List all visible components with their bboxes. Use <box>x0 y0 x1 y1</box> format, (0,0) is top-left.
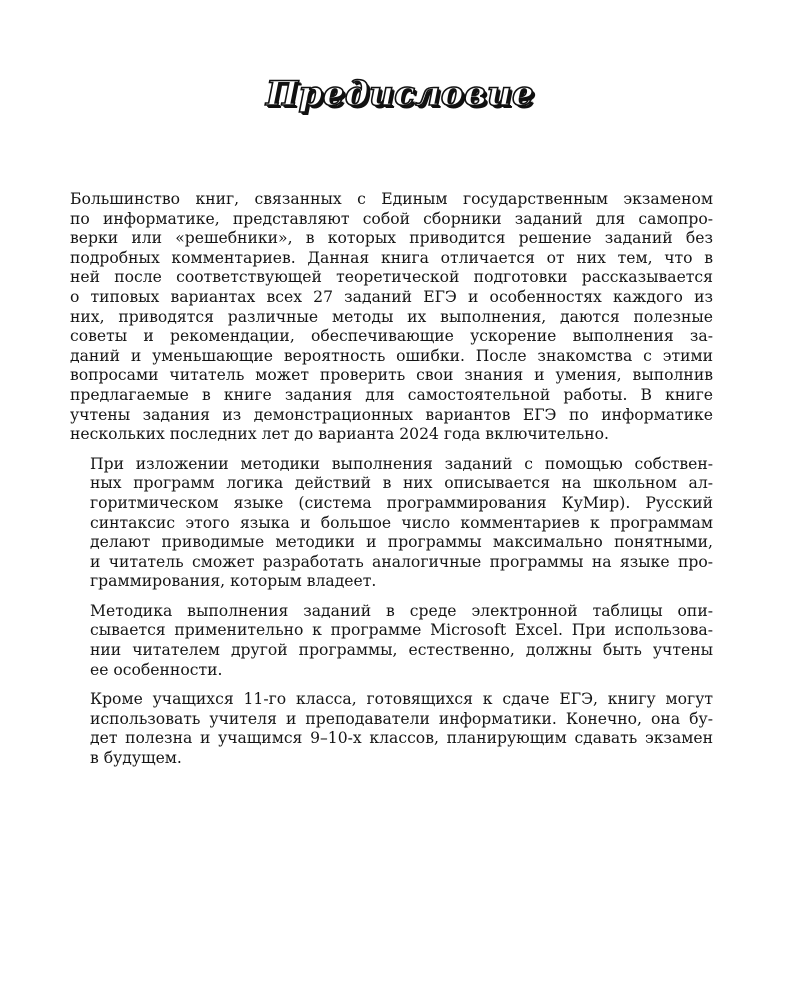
text-line: нескольких последних лет до варианта 2024 года включительно. <box>70 425 610 444</box>
text-line: вопросами читатель может проверить свои знания и умения, выполнив <box>70 366 713 385</box>
text-line: нии читателем другой программы, естественно, должны быть учтены <box>90 641 713 660</box>
text-line: Кроме учащихся 11-го класса, готовящихся к сдаче ЕГЭ, книгу могут <box>90 690 713 709</box>
text-line: Большинство книг, связанных с Единым государственным экзаменом <box>70 190 713 208</box>
text-line: учтены задания из демонстрационных вариантов ЕГЭ по информатике <box>70 405 713 424</box>
paragraph-1 <box>70 190 713 445</box>
text-line: граммирования, которым владеет. <box>90 572 377 591</box>
text-line: советы и рекомендации, обеспечивающие ускорение выполнения за- <box>70 327 713 346</box>
paragraph-4 <box>70 690 713 768</box>
paragraph-2 <box>70 455 713 592</box>
text-line: ней после соответствующей теоретической подготовки рассказывается <box>70 268 713 287</box>
text-line: о типовых вариантах всех 27 заданий ЕГЭ и особенностях каждого из <box>70 287 713 306</box>
preface-body <box>70 190 713 779</box>
text-line: них, приводятся различные методы их выполнения, даются полезные <box>70 307 713 326</box>
text-line: в будущем. <box>90 749 182 768</box>
text-line: синтаксис этого языка и большое число комментариев к программам <box>90 513 713 532</box>
text-line: подробных комментариев. Данная книга отличается от них тем, что в <box>70 248 713 267</box>
text-line: делают приводимые методики и программы максимально понятными, <box>90 533 713 552</box>
text-line: сывается применительно к программе Microsoft Excel. При использова- <box>90 621 713 640</box>
text-line: даний и уменьшающие вероятность ошибки. После знакомства с этими <box>70 346 713 365</box>
text-line: ее особенности. <box>90 660 223 679</box>
page-title: Предисловие <box>265 74 535 114</box>
text-line: При изложении методики выполнения заданий с помощью собствен- <box>90 454 713 473</box>
text-line: предлагаемые в книге задания для самостоятельной работы. В книге <box>70 385 713 404</box>
text-line: использовать учителя и преподаватели информатики. Конечно, она бу- <box>90 709 713 728</box>
text-line: и читатель сможет разработать аналогичные программы на языке про- <box>90 552 713 571</box>
text-line: по информатике, представляют собой сборники заданий для самопро- <box>70 209 713 228</box>
text-line: верки или «решебники», в которых приводится решение заданий без <box>70 229 713 248</box>
text-line: Методика выполнения заданий в среде электронной таблицы опи- <box>90 601 713 620</box>
paragraph-3 <box>70 602 713 680</box>
text-line: дет полезна и учащимся 9–10-х классов, планирующим сдавать экзамен <box>90 729 713 748</box>
text-line: ных программ логика действий в них описывается на школьном ал- <box>90 474 713 493</box>
text-line: горитмическом языке (система программирования КуМир). Русский <box>90 493 713 512</box>
